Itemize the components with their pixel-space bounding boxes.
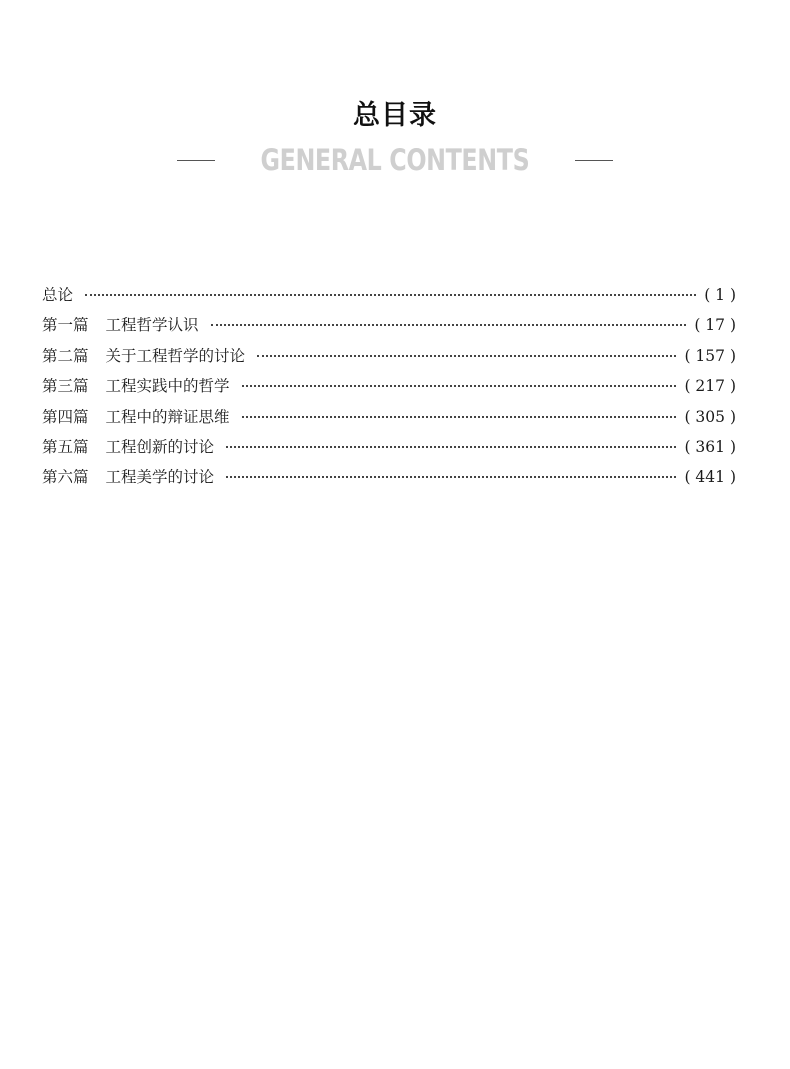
toc-entry-title: 关于工程哲学的讨论: [105, 346, 246, 365]
toc-entry-part-2[interactable]: [42, 341, 736, 371]
toc-part-label: 第三篇: [42, 377, 89, 396]
toc-entry-title: 工程哲学认识: [105, 316, 199, 335]
page-title: 总目录: [353, 100, 437, 131]
toc-entry-part-1[interactable]: [42, 310, 736, 340]
toc-part-label: 第四篇: [42, 407, 89, 426]
toc-entry-title: 工程美学的讨论: [105, 468, 215, 487]
table-of-contents: [42, 280, 736, 493]
left-rule-divider: [177, 160, 215, 161]
right-rule-divider: [575, 160, 613, 161]
toc-page-number: ( 217 ): [684, 377, 736, 396]
toc-entry-title: 总论: [42, 286, 74, 304]
dot-leader: [257, 355, 676, 357]
toc-part-label: 第一篇: [42, 316, 89, 335]
toc-entry-part-5[interactable]: [42, 432, 736, 462]
subtitle-row: [0, 140, 790, 180]
toc-page-number: ( 361 ): [684, 437, 736, 456]
dot-leader: [242, 385, 677, 387]
toc-page-number: ( 17 ): [694, 316, 736, 335]
dot-leader: [242, 416, 677, 418]
toc-entry-part-4[interactable]: [42, 402, 736, 432]
toc-part-label: 第五篇: [42, 437, 89, 456]
page-subtitle: GENERAL CONTENTS: [260, 143, 530, 177]
toc-part-label: 第二篇: [42, 346, 89, 365]
toc-entry-part-3[interactable]: [42, 371, 736, 401]
dot-leader: [211, 324, 687, 326]
toc-page-number: ( 305 ): [684, 407, 736, 426]
dot-leader: [85, 294, 696, 296]
dot-leader: [226, 476, 676, 478]
toc-entry-title: 工程创新的讨论: [105, 437, 215, 456]
toc-entry-title: 工程实践中的哲学: [105, 377, 230, 396]
toc-part-label: 第六篇: [42, 468, 89, 487]
dot-leader: [226, 446, 676, 448]
toc-entry-title: 工程中的辩证思维: [105, 407, 230, 426]
toc-entry-intro[interactable]: [42, 280, 736, 310]
toc-page-number: ( 157 ): [684, 346, 736, 365]
toc-page-number: ( 441 ): [684, 468, 736, 487]
toc-entry-part-6[interactable]: [42, 462, 736, 492]
toc-page-number: ( 1 ): [704, 286, 736, 304]
